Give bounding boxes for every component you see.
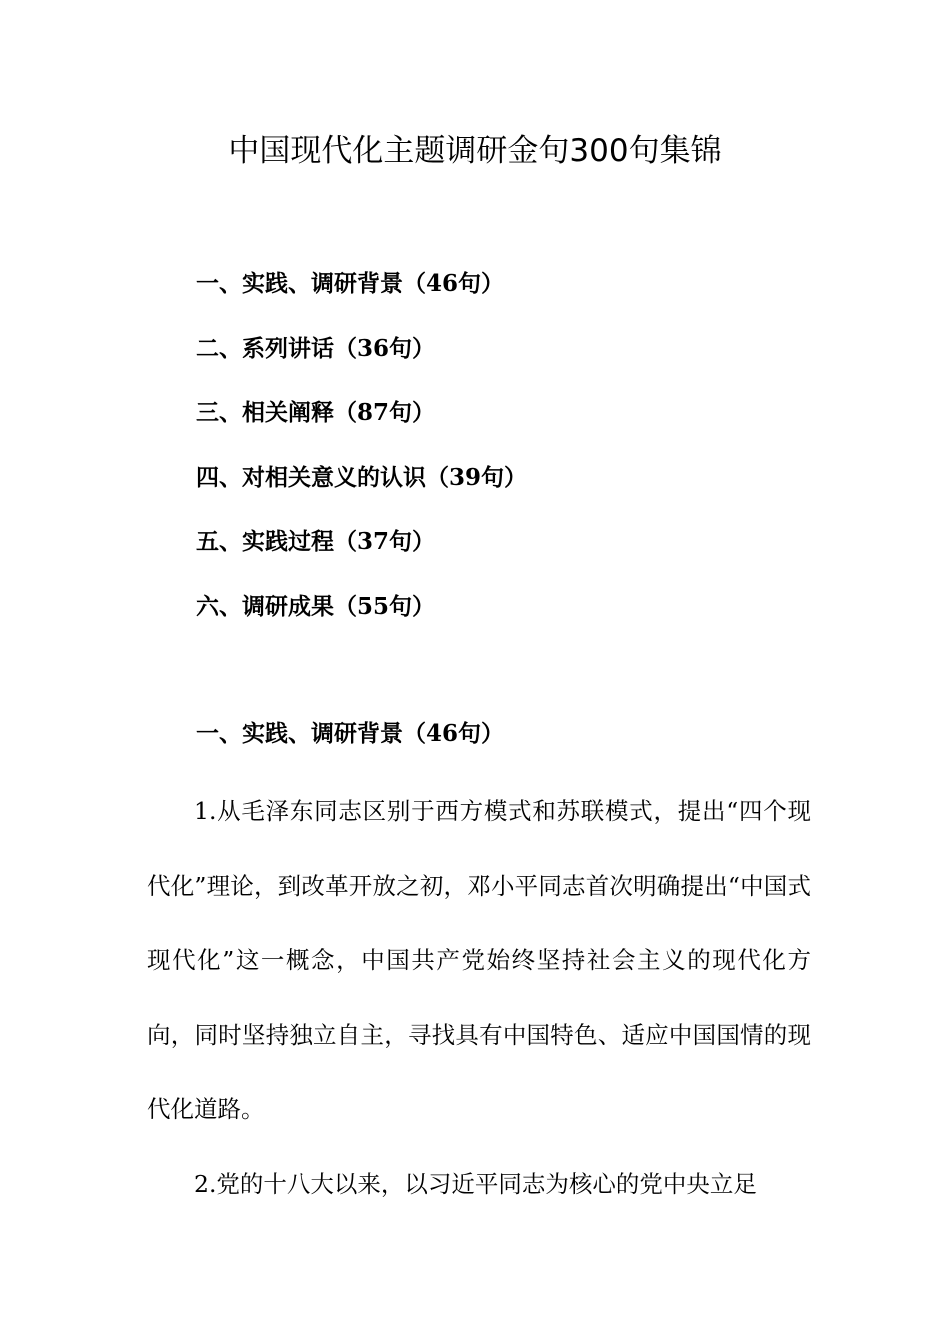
toc-item: 四、对相关意义的认识（39句） (196, 463, 528, 491)
document-title: 中国现代化主题调研金句300句集锦 (228, 133, 722, 169)
toc-item: 三、相关阐释（87句） (196, 399, 436, 426)
table-of-contents (196, 262, 527, 649)
toc-item: 一、实践、调研背景（46句） (196, 270, 505, 297)
body-text (147, 774, 811, 1221)
paragraph: 1.从毛泽东同志区别于西方模式和苏联模式，提出“四个现代化”理论，到改革开放之初，邓小平同志首次明确提出“中国式现代化”这一概念，中国共产党始终坚持社会主义的现代化方向，同时坚持独立自主，寻找具有中国特色、适应中国国情的现代化道路。 (147, 797, 811, 1123)
toc-item: 六、调研成果（55句） (196, 592, 436, 620)
paragraph: 2.党的十八大以来，以习近平同志为核心的党中央立足 (194, 1169, 757, 1198)
section-heading: 一、实践、调研背景（46句） (196, 720, 505, 747)
toc-item: 五、实践过程（37句） (196, 528, 436, 555)
toc-item: 二、系列讲话（36句） (196, 334, 436, 362)
